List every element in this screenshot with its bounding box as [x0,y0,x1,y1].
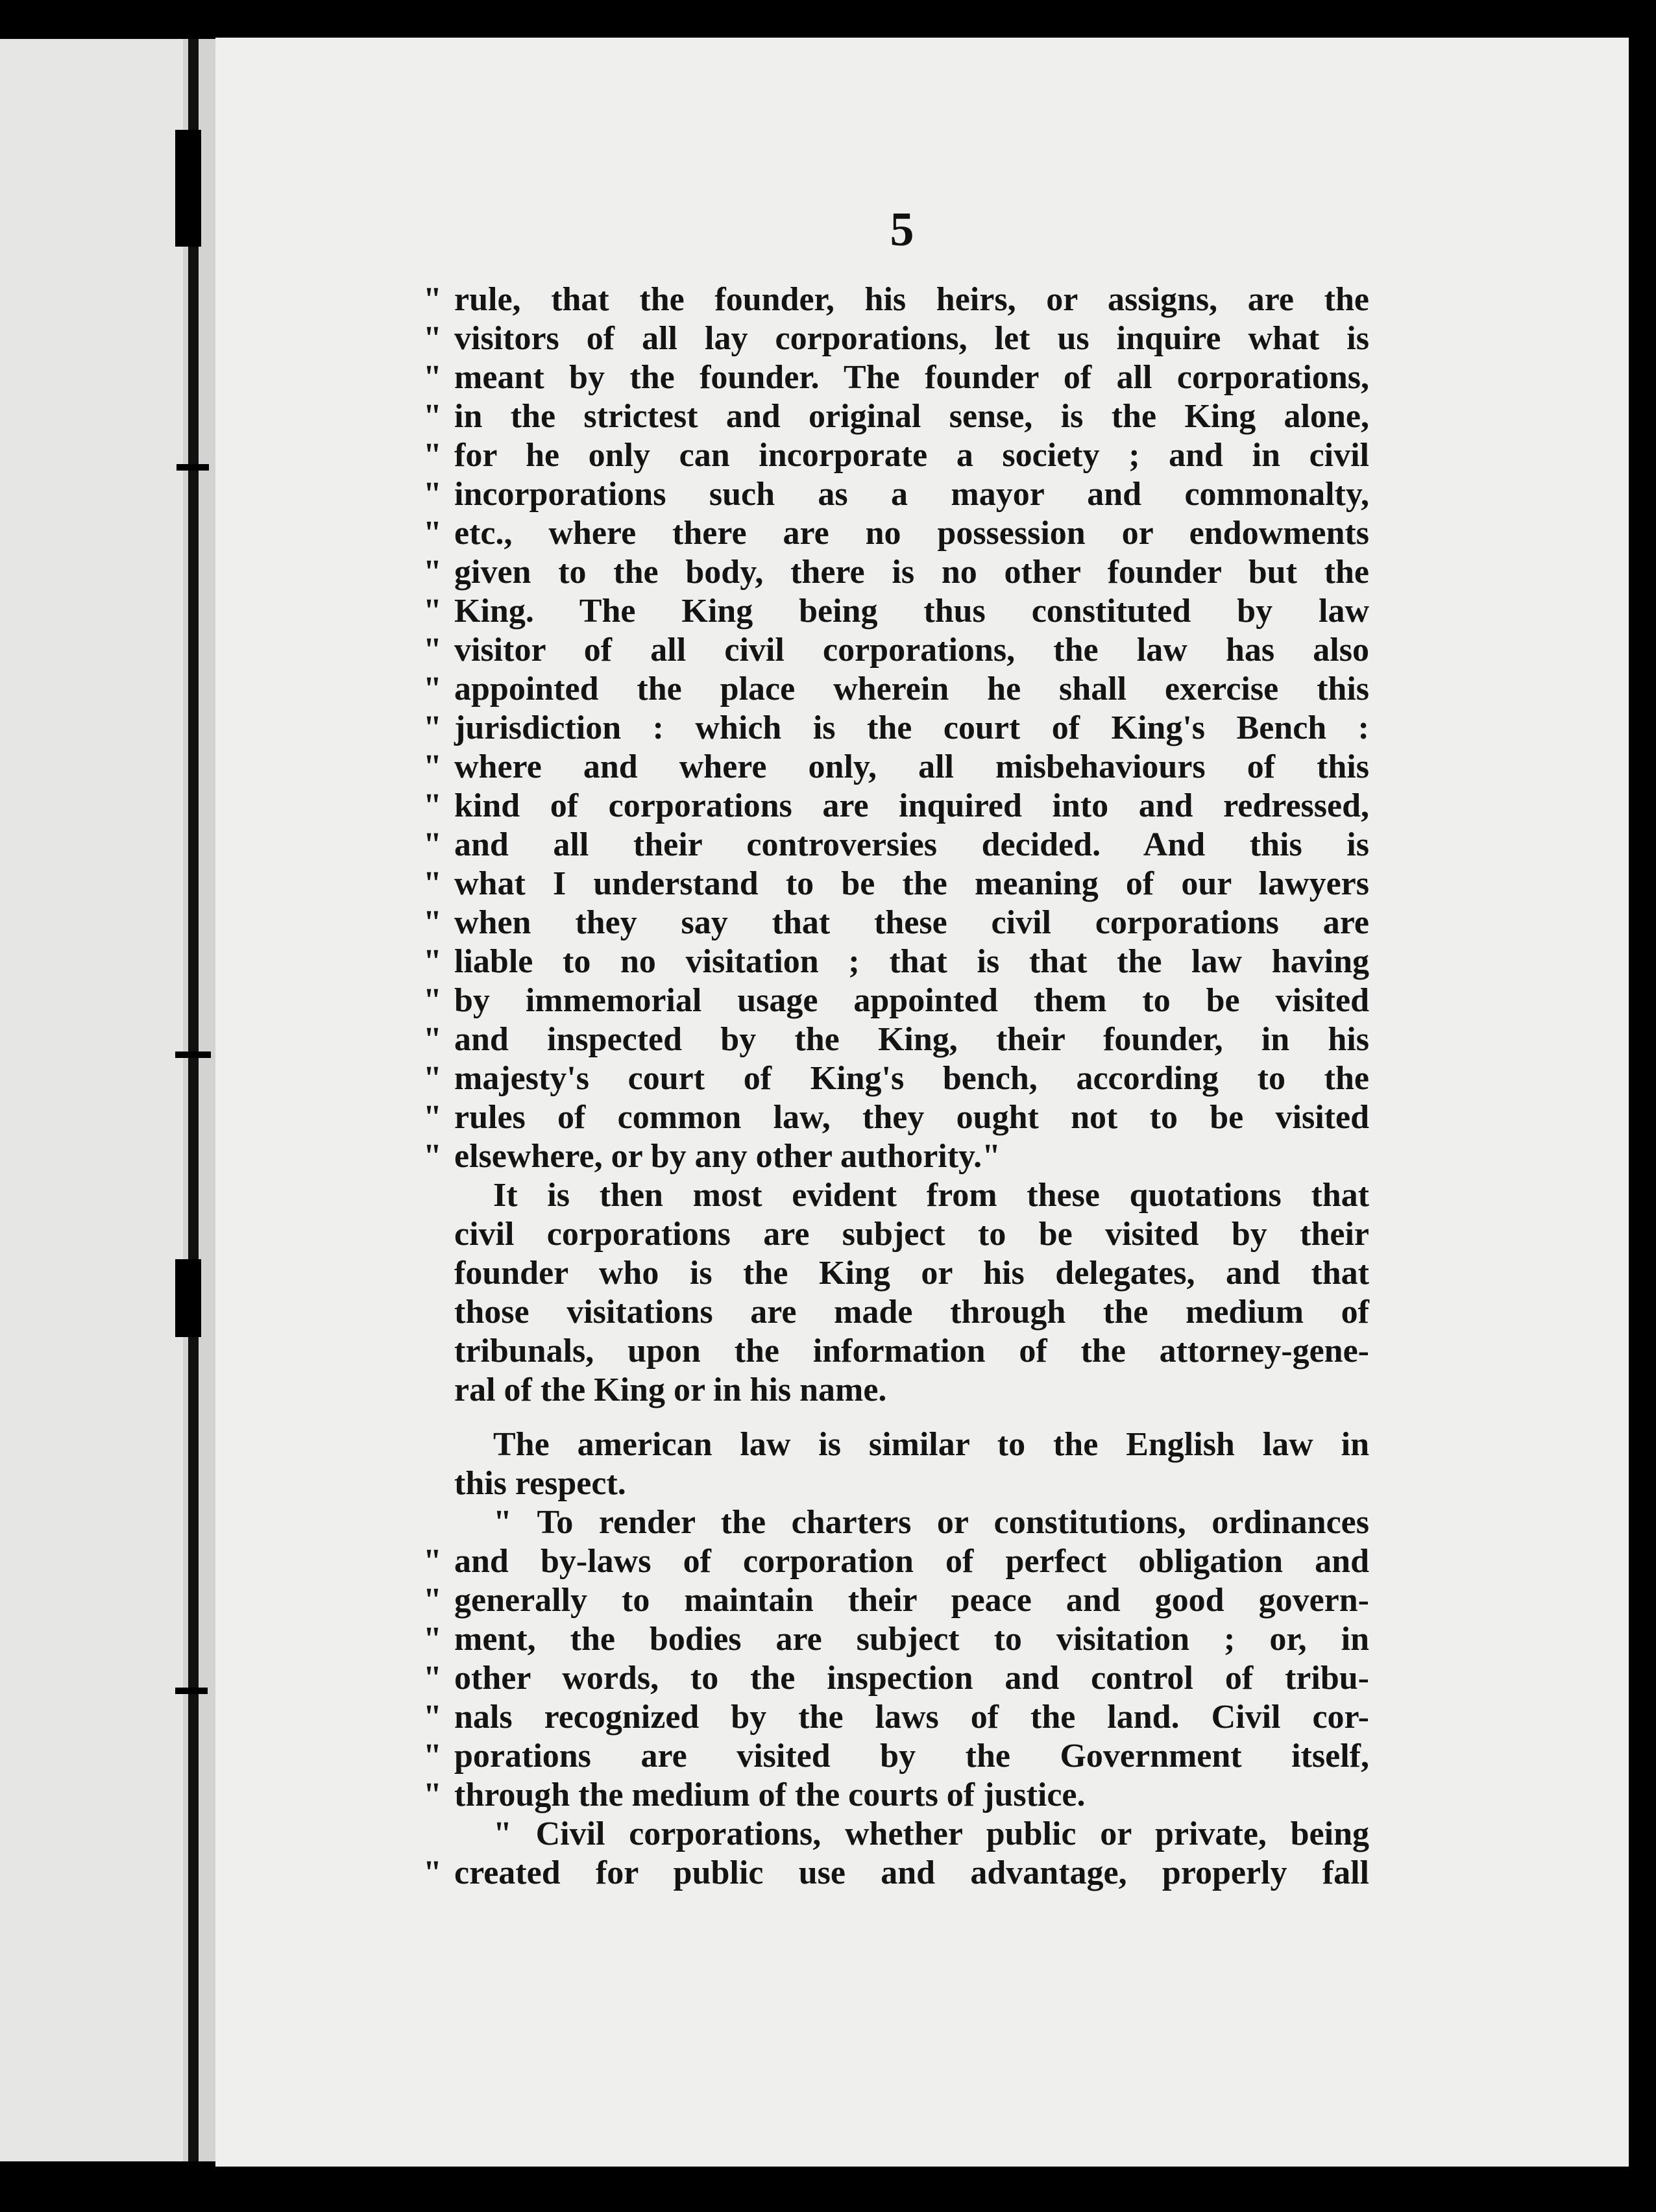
quote-mark: " [423,320,442,357]
paragraph [454,1425,1369,1503]
text-line: " by immemorial usage appointed them to be visited [423,982,1369,1019]
text-line: " ment, the bodies are subject to visitation ; or, in [423,1621,1369,1658]
text-line: " other words, to the inspection and control of tribu- [423,1660,1369,1697]
text-line: " incorporations such as a mayor and commonalty, [423,476,1369,513]
quote-mark: " [423,1699,442,1736]
quote-mark: " [423,982,442,1019]
text-line: " porations are visited by the Government itself, [423,1738,1369,1775]
quote-mark: " [423,593,442,630]
text-line: " for he only can incorporate a society ; and in civil [423,437,1369,474]
binding-stitch [175,1259,201,1337]
quote-mark: " [423,515,442,552]
quoted-block [423,1503,1369,1815]
text-line: " majesty's court of King's bench, according to the [423,1060,1369,1097]
page-number: 5 [890,203,914,256]
paragraph [454,1176,1369,1410]
quote-mark: " [423,670,442,707]
quote-mark: " [423,904,442,941]
text-line: " etc., where there are no possession or endowments [423,515,1369,552]
text-line: " kind of corporations are inquired into and redressed, [423,787,1369,824]
text-line: It is then most evident from these quotations that [493,1177,1369,1214]
quoted-block [423,280,1369,1176]
quote-mark: " [423,1660,442,1697]
quote-mark: " [423,554,442,591]
text-line: tribunals, upon the information of the attorney-gene- [454,1333,1369,1370]
text-line: " and by-laws of corporation of perfect obligation and [423,1543,1369,1580]
text-line: " jurisdiction : which is the court of King's Bench : [423,709,1369,746]
corner-mark [1526,9,1535,26]
quote-mark: " [423,398,442,435]
paragraph-gap [454,1410,1369,1425]
text-line: " visitor of all civil corporations, the law has also [423,632,1369,669]
text-line: this respect. [454,1465,626,1502]
text-line: civil corporations are subject to be visited by their [454,1216,1369,1253]
quoted-block [423,1815,1369,1893]
quote-mark: " [423,709,442,746]
text-line: " visitors of all lay corporations, let us inquire what is [423,320,1369,357]
quote-mark: " [423,632,442,669]
quote-mark: " [423,1621,442,1658]
text-line: " rule, that the founder, his heirs, or assigns, are the [423,281,1369,318]
quote-mark: " [423,359,442,396]
text-line: " To render the charters or constitutions, ordinances [493,1504,1369,1541]
text-line: ral of the King or in his name. [454,1371,887,1408]
text-line: " and inspected by the King, their founder, in his [423,1021,1369,1058]
text-line: " where and where only, all misbehaviours of this [423,748,1369,785]
binding-stitch [175,1051,211,1058]
quote-mark: " [423,437,442,474]
text-line: founder who is the King or his delegates, and that [454,1255,1369,1292]
body-text [423,280,1369,1893]
text-line: " Civil corporations, whether public or private, being [493,1815,1369,1852]
text-line: " in the strictest and original sense, is the King alone, [423,398,1369,435]
text-line: " when they say that these civil corporations are [423,904,1369,941]
quote-mark: " [423,1138,442,1175]
quote-mark: " [423,943,442,980]
quote-mark: " [423,787,442,824]
quote-mark: " [423,281,442,318]
binding-stitch [177,464,209,471]
text-line: " given to the body, there is no other founder but the [423,554,1369,591]
text-line: " through the medium of the courts of justice. [423,1776,1086,1813]
quote-mark: " [423,1543,442,1580]
text-line: The american law is similar to the English law in [493,1426,1369,1463]
quote-mark: " [423,1060,442,1097]
quote-mark: " [423,476,442,513]
binding-stitch [175,130,201,247]
binding-stitch [175,1688,208,1694]
quote-mark: " [423,748,442,785]
quote-mark: " [423,1776,442,1813]
text-line: " created for public use and advantage, properly fall [423,1854,1369,1891]
text-line: " meant by the founder. The founder of all corporations, [423,359,1369,396]
text-line: " nals recognized by the laws of the land. Civil cor- [423,1699,1369,1736]
quote-mark: " [423,1854,442,1891]
quote-mark: " [423,826,442,863]
text-line: " generally to maintain their peace and good govern- [423,1582,1369,1619]
text-line: " what I understand to be the meaning of our lawyers [423,865,1369,902]
text-line: " elsewhere, or by any other authority." [423,1138,1001,1175]
quote-mark: " [423,1582,442,1619]
quote-mark: " [423,865,442,902]
text-line: those visitations are made through the medium of [454,1294,1369,1331]
binding-spine [188,39,199,2161]
text-line: " appointed the place wherein he shall exercise this [423,670,1369,707]
text-line: " liable to no visitation ; that is that the law having [423,943,1369,980]
text-line: " King. The King being thus constituted by law [423,593,1369,630]
quote-mark: " [423,1021,442,1058]
quote-mark: " [423,1738,442,1775]
text-line: " rules of common law, they ought not to be visited [423,1099,1369,1136]
quote-mark: " [423,1099,442,1136]
text-line: " and all their controversies decided. And this is [423,826,1369,863]
left-page-edge [0,39,183,2161]
